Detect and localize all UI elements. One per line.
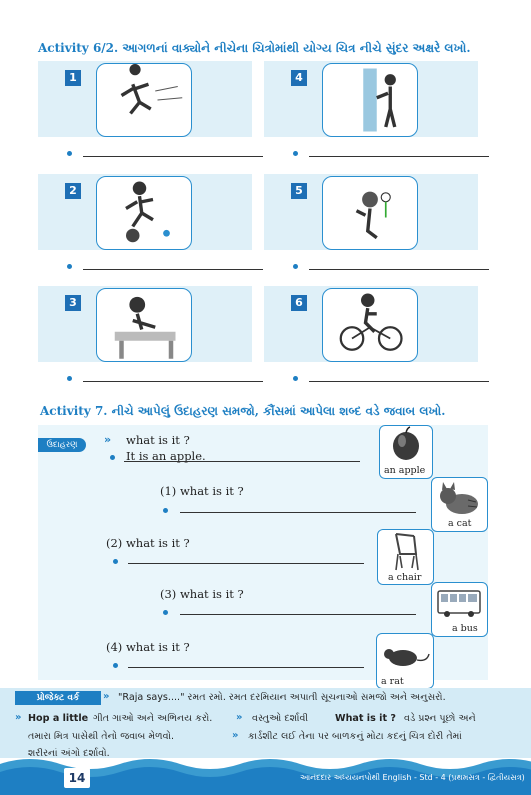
activity-7-title: Activity 7. નીચે આપેલું ઉદાહરણ સમજો, કૌંસમાં આપેલા શબ્દ વડે જવાબ લખો. <box>40 404 446 418</box>
boy-kicking-ball-icon <box>96 176 192 250</box>
answer-line-1[interactable] <box>180 512 416 513</box>
girl-flower-icon <box>322 176 418 250</box>
answer-line <box>124 461 360 462</box>
project-line-2d: What is it ? <box>335 713 396 724</box>
boy-at-door-icon <box>322 63 418 137</box>
rat-caption: a rat <box>381 676 404 687</box>
project-line-1: "Raja says...." રમત રમો. રમત દરમિયાન અપાતી સૂચનાઓ સમજો અને અનુસરો. <box>118 692 446 703</box>
rat-icon <box>377 634 433 676</box>
bullet-icon <box>163 508 168 513</box>
bullet-icon <box>293 264 298 269</box>
chair-icon <box>378 530 433 572</box>
project-line-2b: ગીત ગાઓ અને અભિનય કરો. <box>93 713 213 724</box>
write-line-4[interactable] <box>309 156 489 157</box>
project-line-3b: કાર્ડશીટ લઈ તેના પર બાળકનું મોટા કદનું ચિત્ર દોરી તેમાં <box>248 731 462 742</box>
question-4: (4) what is it ? <box>106 640 190 654</box>
chevron-right-icon: » <box>236 712 243 723</box>
project-label: પ્રોજેક્ટ વર્ક <box>15 691 101 705</box>
chair-card <box>377 529 434 585</box>
bullet-icon <box>110 455 115 460</box>
chevron-right-icon: » <box>103 691 110 702</box>
answer-line-4[interactable] <box>128 667 364 668</box>
picture-number: 4 <box>291 70 307 86</box>
bullet-icon <box>113 663 118 668</box>
picture-number: 6 <box>291 295 307 311</box>
example-label: ઉદાહરણ <box>38 438 86 452</box>
bullet-icon <box>67 264 72 269</box>
example-question: what is it ? <box>126 433 190 447</box>
chevron-right-icon: » <box>15 712 22 723</box>
picture-panel-2 <box>38 174 252 250</box>
bullet-icon <box>113 559 118 564</box>
write-line-2[interactable] <box>83 269 263 270</box>
cat-icon <box>432 478 487 518</box>
bullet-icon <box>163 610 168 615</box>
bus-caption: a bus <box>452 623 478 634</box>
bus-card <box>431 582 488 637</box>
example-answer: It is an apple. <box>126 449 206 463</box>
cat-caption: a cat <box>448 518 472 529</box>
picture-number: 1 <box>65 70 81 86</box>
picture-number: 5 <box>291 183 307 199</box>
bullet-icon <box>293 376 298 381</box>
apple-caption: an apple <box>384 465 426 476</box>
write-line-6[interactable] <box>309 381 489 382</box>
rat-card <box>376 633 434 689</box>
bullet-icon <box>67 376 72 381</box>
chevron-right-icon: » <box>104 433 112 446</box>
picture-panel-4 <box>264 61 478 137</box>
question-3: (3) what is it ? <box>160 587 244 601</box>
project-line-2e: વડે પ્રશ્ન પૂછો અને <box>404 713 476 724</box>
picture-number: 3 <box>65 295 81 311</box>
boy-running-icon <box>96 63 192 137</box>
project-line-3a: તમારા મિત્ર પાસેથી તેનો જવાબ મેળવો. <box>28 731 175 742</box>
bullet-icon <box>293 151 298 156</box>
cat-card <box>431 477 488 532</box>
picture-panel-1 <box>38 61 252 137</box>
book-title: આનંદદાર અધ્યયનપોથી English - Std - 4 (પ્રથમસત્ર - દ્વિતીયસત્ર) <box>300 773 525 782</box>
bullet-icon <box>67 151 72 156</box>
apple-icon <box>380 426 432 466</box>
page-number: 14 <box>64 768 90 788</box>
picture-panel-6 <box>264 286 478 362</box>
project-line-2c: વસ્તુઓ દર્શાવી <box>252 713 309 724</box>
picture-panel-3 <box>38 286 252 362</box>
bus-icon <box>432 583 487 623</box>
picture-number: 2 <box>65 183 81 199</box>
write-line-5[interactable] <box>309 269 489 270</box>
project-line-2a: Hop a little <box>28 713 89 724</box>
apple-card <box>379 425 433 479</box>
question-2: (2) what is it ? <box>106 536 190 550</box>
chevron-right-icon: » <box>232 730 239 741</box>
write-line-3[interactable] <box>83 381 263 382</box>
write-line-1[interactable] <box>83 156 263 157</box>
boy-cycling-icon <box>322 288 418 362</box>
question-1: (1) what is it ? <box>160 484 244 498</box>
answer-line-2[interactable] <box>128 563 364 564</box>
activity-6-title: Activity 6/2. આગળનાં વાક્યોને નીચેના ચિત્રોમાંથી યોગ્ય ચિત્ર નીચે સુંદર અક્ષરે લખો. <box>38 41 471 55</box>
answer-line-3[interactable] <box>180 614 416 615</box>
chair-caption: a chair <box>388 572 422 583</box>
picture-panel-5 <box>264 174 478 250</box>
boy-writing-icon <box>96 288 192 362</box>
project-line-4: શરીરનાં અંગો દર્શાવો. <box>28 748 110 759</box>
